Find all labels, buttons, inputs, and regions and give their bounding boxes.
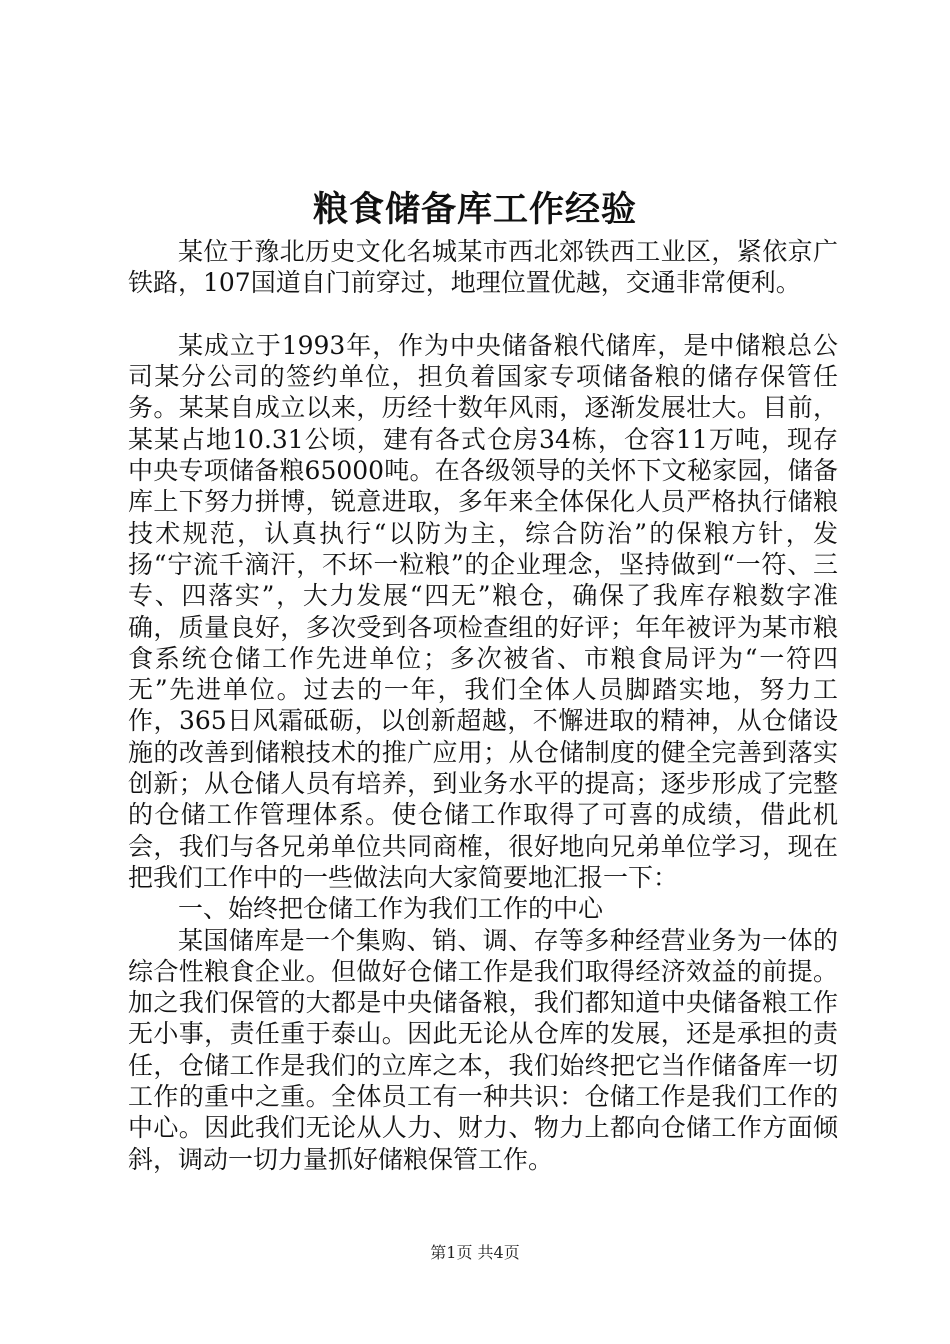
section-heading-1: 一、始终把仓储工作为我们工作的中心 [178, 894, 604, 924]
paragraph-history: 某成立于1993年，作为中央储备粮代储库，是中储粮总公司某分公司的签约单位，担负着国家专项储备粮的储存保管任务。某某自成立以来，历经十数年风雨，逐渐发展壮大。目前，某某占地10.31公顷，建有各式仓房34栋，仓容11万吨，现存中央专项储备粮65000吨。在各级领导的关怀下文秘家园，储备库上下努力拼博，锐意进取，多年来全体保化人员严格执行储粮技术规范，认真执行“以防为主，综合防治”的保粮方针，发扬“宁流千滴汗，不坏一粒粮”的企业理念，坚持做到“一符、三专、四落实”，大力发展“四无”粮仓，确保了我库存粮数字准确，质量良好，多次受到各项检查组的好评；年年被评为某市粮食系统仓储工作先进单位；多次被省、市粮食局评为“一符四无”先进单位。过去的一年，我们全体人员脚踏实地，努力工作，365日风霜砥砺，以创新超越，不懈进取的精神，从仓储设施的改善到储粮技术的推广应用；从仓储制度的健全完善到落实创新；从仓储人员有培养，到业务水平的提高；逐步形成了完整的仓储工作管理体系。使仓储工作取得了可喜的成绩，借此机会，我们与各兄弟单位共同商榷，很好地向兄弟单位学习，现在把我们工作中的一些做法向大家简要地汇报一下： [128, 330, 838, 892]
paragraph-spacer [128, 299, 838, 330]
document-body [128, 236, 838, 1175]
paragraph-location: 某位于豫北历史文化名城某市西北郊铁西工业区，紧依京广铁路，107国道自门前穿过，地理位置优越，交通非常便利。 [128, 237, 838, 298]
page-footer: 第1页 共4页 [430, 1243, 520, 1262]
document-title: 粮食储备库工作经验 [312, 189, 637, 230]
paragraph-section-1: 某国储库是一个集购、销、调、存等多种经营业务为一体的综合性粮食企业。但做好仓储工作是我们取得经济效益的前提。加之我们保管的大都是中央储备粮，我们都知道中央储备粮工作无小事，责任重于泰山。因此无论从仓库的发展，还是承担的责任，仓储工作是我们的立库之本，我们始终把它当作储备库一切工作的重中之重。全体员工有一种共识：仓储工作是我们工作的中心。因此我们无论从人力、财力、物力上都向仓储工作方面倾斜，调动一切力量抓好储粮保管工作。 [128, 925, 838, 1174]
